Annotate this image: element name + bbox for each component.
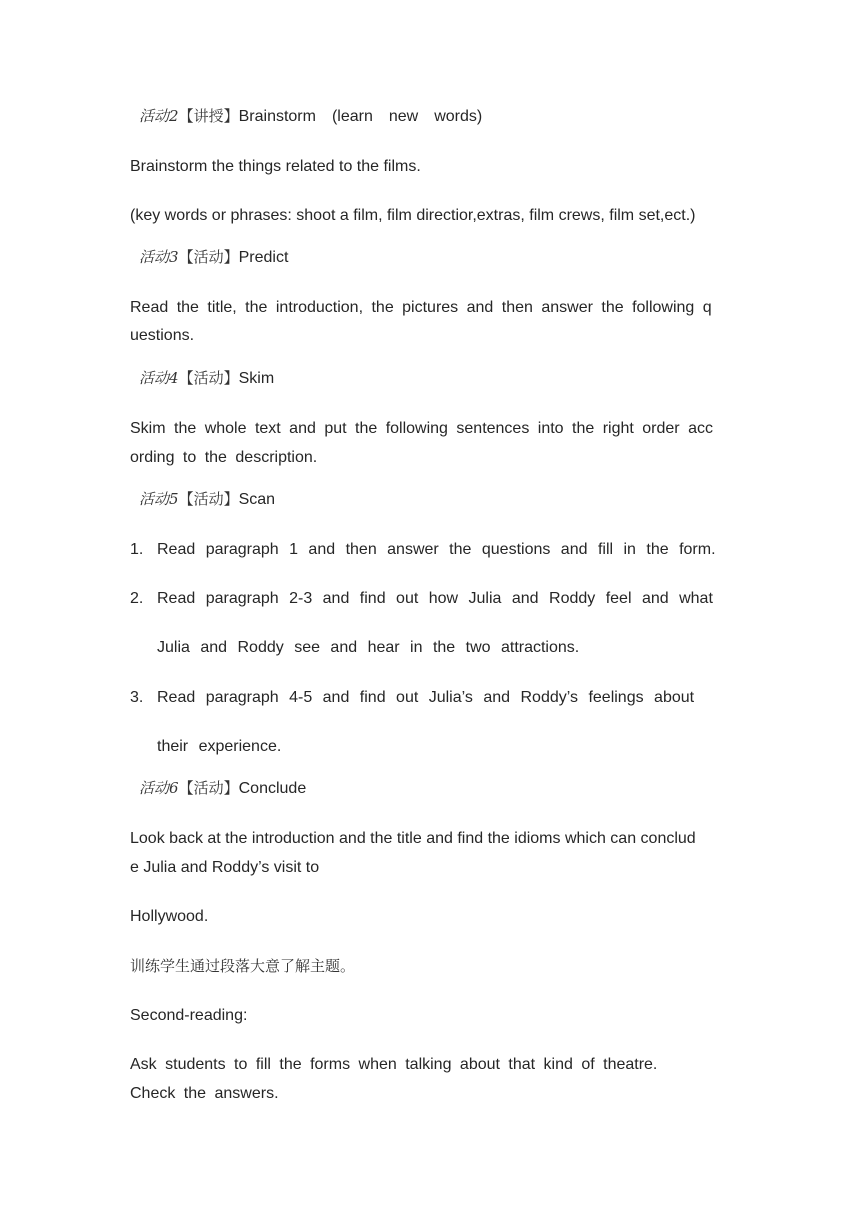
second-reading-line-1: Ask students to fill the forms when talking about that kind of theatre. <box>130 1056 658 1073</box>
second-reading-heading: Second-reading: <box>130 1007 248 1024</box>
activity-type-close: 】 <box>223 779 239 797</box>
activity-type-close: 】 <box>223 369 239 387</box>
activity-type-open: 【 <box>178 779 194 797</box>
activity-type: 讲授 <box>193 107 224 125</box>
activity-type-open: 【 <box>178 107 194 125</box>
activity-number: 4 <box>169 369 179 387</box>
activity-label: 活动 <box>139 779 170 797</box>
activity-title: Skim <box>238 370 275 387</box>
activity-type: 活动 <box>193 490 224 508</box>
conclude-line-2: e Julia and Roddy’s visit to <box>130 859 320 876</box>
predict-line-2: uestions. <box>130 327 195 344</box>
second-reading-line-2: Check the answers. <box>130 1085 279 1102</box>
conclude-line-3: Hollywood. <box>130 908 209 925</box>
scan-item-1-line-1: Read paragraph 1 and then answer the questions and fill in the form. <box>157 541 716 558</box>
skim-line-2: ording to the description. <box>130 449 318 466</box>
chinese-note: 训练学生通过段落大意了解主题。 <box>130 957 356 975</box>
activity-number: 6 <box>169 779 179 797</box>
activity-2-heading <box>139 106 482 127</box>
activity-title: Brainstorm (learn new words) <box>238 108 483 125</box>
activity-title: Scan <box>238 491 276 508</box>
activity-number: 3 <box>169 248 179 266</box>
activity-3-heading <box>139 247 288 268</box>
brainstorm-line-2: (key words or phrases: shoot a film, film directior,extras, film crews, film set,ect.) <box>130 207 696 224</box>
scan-item-2-line-2: Julia and Roddy see and hear in the two attractions. <box>157 639 580 656</box>
skim-line-1: Skim the whole text and put the following sentences into the right order acc <box>130 420 713 437</box>
activity-6-heading <box>139 778 306 799</box>
activity-4-heading <box>139 368 274 389</box>
scan-item-2-number: 2. <box>130 590 144 607</box>
activity-type-open: 【 <box>178 369 194 387</box>
activity-5-heading <box>139 489 275 510</box>
brainstorm-line-1: Brainstorm the things related to the films. <box>130 158 421 175</box>
activity-label: 活动 <box>139 248 170 266</box>
activity-type-close: 】 <box>223 248 239 266</box>
activity-type: 活动 <box>193 779 224 797</box>
activity-label: 活动 <box>139 490 170 508</box>
activity-number: 5 <box>169 490 179 508</box>
activity-label: 活动 <box>139 369 170 387</box>
scan-item-3-line-2: their experience. <box>157 738 282 755</box>
activity-type: 活动 <box>193 248 224 266</box>
activity-label: 活动 <box>139 107 170 125</box>
activity-title: Predict <box>238 249 289 266</box>
scan-item-1-number: 1. <box>130 541 144 558</box>
scan-item-3-number: 3. <box>130 689 144 706</box>
predict-line-1: Read the title, the introduction, the pictures and then answer the following q <box>130 299 712 316</box>
scan-item-3-line-1: Read paragraph 4-5 and find out Julia’s and Roddy’s feelings about <box>157 689 695 706</box>
activity-title: Conclude <box>238 780 307 797</box>
activity-type: 活动 <box>193 369 224 387</box>
activity-number: 2 <box>169 107 179 125</box>
conclude-line-1: Look back at the introduction and the title and find the idioms which can conclud <box>130 830 696 847</box>
activity-type-close: 】 <box>223 107 239 125</box>
activity-type-close: 】 <box>223 490 239 508</box>
scan-item-2-line-1: Read paragraph 2-3 and find out how Julia and Roddy feel and what <box>157 590 713 607</box>
activity-type-open: 【 <box>178 490 194 508</box>
activity-type-open: 【 <box>178 248 194 266</box>
